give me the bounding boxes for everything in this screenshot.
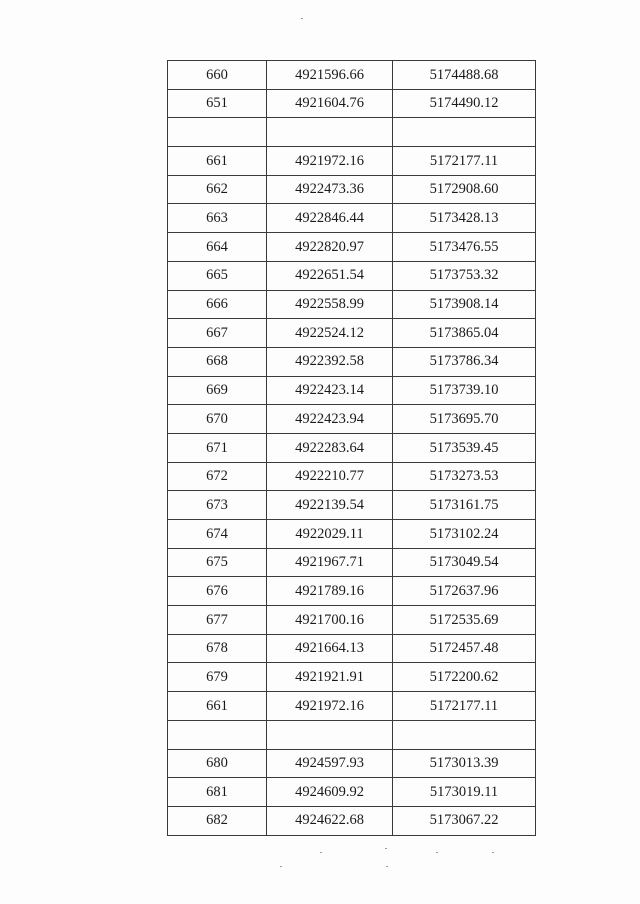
- y-coordinate-cell: 5173739.10: [393, 376, 536, 405]
- y-coordinate-cell: 5173908.14: [393, 290, 536, 319]
- table-row: [168, 175, 536, 204]
- x-coordinate-cell: 4921604.76: [267, 89, 393, 118]
- scan-speck: [385, 848, 387, 849]
- y-coordinate-cell: 5173161.75: [393, 491, 536, 520]
- table-row: [168, 548, 536, 577]
- table-row: [168, 319, 536, 348]
- x-coordinate-cell: 4922392.58: [267, 347, 393, 376]
- y-coordinate-cell: 5173539.45: [393, 433, 536, 462]
- point-id-cell: 682: [168, 806, 267, 835]
- point-id-cell: 664: [168, 233, 267, 262]
- x-coordinate-cell: 4924597.93: [267, 749, 393, 778]
- y-coordinate-cell: [393, 720, 536, 749]
- table-row: [168, 778, 536, 807]
- point-id-cell: 675: [168, 548, 267, 577]
- scan-speck: [492, 852, 494, 853]
- table-row: [168, 347, 536, 376]
- point-id-cell: 665: [168, 261, 267, 290]
- x-coordinate-cell: 4922423.14: [267, 376, 393, 405]
- point-id-cell: 679: [168, 663, 267, 692]
- point-id-cell: 677: [168, 606, 267, 635]
- x-coordinate-cell: 4921967.71: [267, 548, 393, 577]
- y-coordinate-cell: 5172177.11: [393, 692, 536, 721]
- x-coordinate-cell: 4921789.16: [267, 577, 393, 606]
- table-row: [168, 491, 536, 520]
- coordinates-table: [167, 60, 536, 836]
- point-id-cell: 674: [168, 520, 267, 549]
- x-coordinate-cell: 4921972.16: [267, 692, 393, 721]
- x-coordinate-cell: 4921664.13: [267, 634, 393, 663]
- x-coordinate-cell: 4921700.16: [267, 606, 393, 635]
- y-coordinate-cell: 5173476.55: [393, 233, 536, 262]
- table-row: [168, 204, 536, 233]
- table-row: [168, 261, 536, 290]
- x-coordinate-cell: 4922139.54: [267, 491, 393, 520]
- point-id-cell: 667: [168, 319, 267, 348]
- point-id-cell: 670: [168, 405, 267, 434]
- point-id-cell: 662: [168, 175, 267, 204]
- point-id-cell: 668: [168, 347, 267, 376]
- y-coordinate-cell: 5172908.60: [393, 175, 536, 204]
- x-coordinate-cell: 4921921.91: [267, 663, 393, 692]
- table-row: [168, 692, 536, 721]
- point-id-cell: 671: [168, 433, 267, 462]
- scan-speck: [320, 852, 322, 853]
- table-row: [168, 233, 536, 262]
- y-coordinate-cell: 5173049.54: [393, 548, 536, 577]
- table-row: [168, 577, 536, 606]
- point-id-cell: 669: [168, 376, 267, 405]
- x-coordinate-cell: 4922651.54: [267, 261, 393, 290]
- y-coordinate-cell: 5173102.24: [393, 520, 536, 549]
- point-id-cell: 672: [168, 462, 267, 491]
- table-row-blank: [168, 720, 536, 749]
- table-row: [168, 61, 536, 90]
- y-coordinate-cell: 5173019.11: [393, 778, 536, 807]
- x-coordinate-cell: 4922423.94: [267, 405, 393, 434]
- table-row: [168, 290, 536, 319]
- y-coordinate-cell: 5173753.32: [393, 261, 536, 290]
- table-row: [168, 663, 536, 692]
- x-coordinate-cell: 4922473.36: [267, 175, 393, 204]
- table-row: [168, 147, 536, 176]
- point-id-cell: [168, 118, 267, 147]
- scan-speck: [436, 852, 438, 853]
- point-id-cell: 673: [168, 491, 267, 520]
- point-id-cell: 661: [168, 147, 267, 176]
- coordinates-table-body: [168, 61, 536, 836]
- x-coordinate-cell: 4922283.64: [267, 433, 393, 462]
- table-row: [168, 806, 536, 835]
- x-coordinate-cell: 4924622.68: [267, 806, 393, 835]
- y-coordinate-cell: 5172535.69: [393, 606, 536, 635]
- x-coordinate-cell: 4921972.16: [267, 147, 393, 176]
- y-coordinate-cell: [393, 118, 536, 147]
- table-row: [168, 433, 536, 462]
- scan-speck: [280, 866, 282, 867]
- table-row: [168, 405, 536, 434]
- y-coordinate-cell: 5172637.96: [393, 577, 536, 606]
- y-coordinate-cell: 5173865.04: [393, 319, 536, 348]
- table-row: [168, 89, 536, 118]
- table-row-blank: [168, 118, 536, 147]
- x-coordinate-cell: [267, 118, 393, 147]
- table-row: [168, 634, 536, 663]
- x-coordinate-cell: [267, 720, 393, 749]
- x-coordinate-cell: 4922846.44: [267, 204, 393, 233]
- point-id-cell: 681: [168, 778, 267, 807]
- y-coordinate-cell: 5173273.53: [393, 462, 536, 491]
- x-coordinate-cell: 4922210.77: [267, 462, 393, 491]
- y-coordinate-cell: 5172177.11: [393, 147, 536, 176]
- point-id-cell: [168, 720, 267, 749]
- scan-speck: [301, 18, 303, 19]
- scan-speck: [386, 866, 388, 867]
- y-coordinate-cell: 5173695.70: [393, 405, 536, 434]
- y-coordinate-cell: 5173013.39: [393, 749, 536, 778]
- x-coordinate-cell: 4921596.66: [267, 61, 393, 90]
- point-id-cell: 663: [168, 204, 267, 233]
- point-id-cell: 680: [168, 749, 267, 778]
- table-row: [168, 520, 536, 549]
- y-coordinate-cell: 5174490.12: [393, 89, 536, 118]
- x-coordinate-cell: 4924609.92: [267, 778, 393, 807]
- point-id-cell: 678: [168, 634, 267, 663]
- x-coordinate-cell: 4922820.97: [267, 233, 393, 262]
- table-row: [168, 606, 536, 635]
- point-id-cell: 666: [168, 290, 267, 319]
- y-coordinate-cell: 5174488.68: [393, 61, 536, 90]
- y-coordinate-cell: 5173067.22: [393, 806, 536, 835]
- y-coordinate-cell: 5173786.34: [393, 347, 536, 376]
- point-id-cell: 661: [168, 692, 267, 721]
- x-coordinate-cell: 4922524.12: [267, 319, 393, 348]
- table-row: [168, 462, 536, 491]
- x-coordinate-cell: 4922558.99: [267, 290, 393, 319]
- y-coordinate-cell: 5172457.48: [393, 634, 536, 663]
- x-coordinate-cell: 4922029.11: [267, 520, 393, 549]
- table-row: [168, 376, 536, 405]
- y-coordinate-cell: 5172200.62: [393, 663, 536, 692]
- point-id-cell: 660: [168, 61, 267, 90]
- point-id-cell: 651: [168, 89, 267, 118]
- y-coordinate-cell: 5173428.13: [393, 204, 536, 233]
- point-id-cell: 676: [168, 577, 267, 606]
- table-row: [168, 749, 536, 778]
